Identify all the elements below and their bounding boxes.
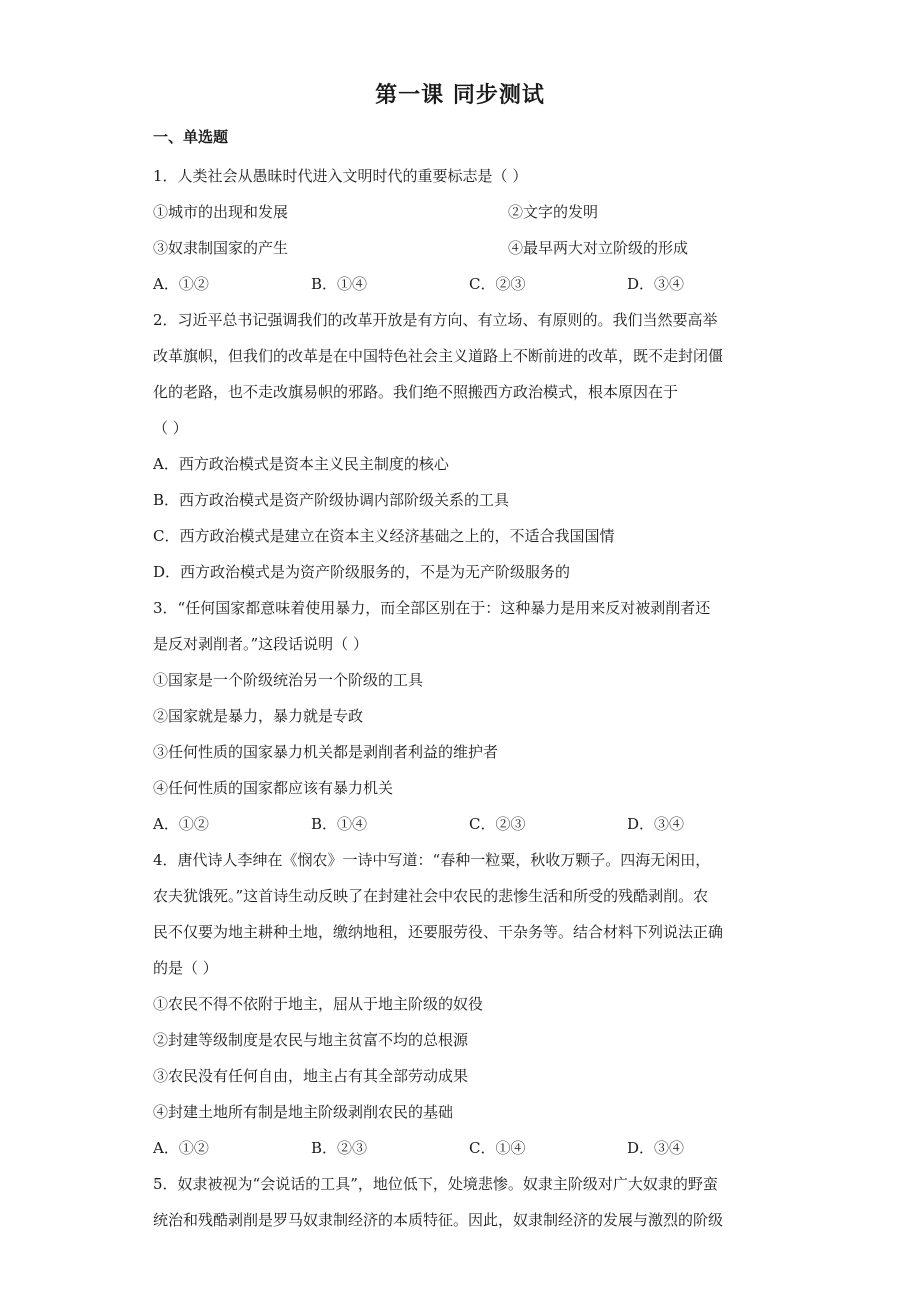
- option-a: A．西方政治模式是资本主义民主制度的核心: [153, 455, 449, 473]
- statement: ④最早两大对立阶级的形成: [508, 239, 689, 257]
- option-a: A．①②: [153, 1139, 209, 1157]
- option-d: D．西方政治模式是为资产阶级服务的，不是为无产阶级服务的: [153, 563, 571, 581]
- option-c: C．②③: [469, 275, 526, 293]
- statement: ①农民不得不依附于地主，屈从于地主阶级的奴役: [153, 995, 484, 1013]
- question-4-stem-line: 4．唐代诗人李绅在《悯农》一诗中写道：“春种一粒粟，秋收万颗子。四海无闲田，: [153, 851, 711, 869]
- statement: ②封建等级制度是农民与地主贫富不均的总根源: [153, 1031, 469, 1049]
- option-c: C．②③: [469, 815, 526, 833]
- option-a: A．①②: [153, 815, 209, 833]
- question-4-stem-line: 的是（ ）: [153, 959, 218, 977]
- statement: ②国家就是暴力，暴力就是专政: [153, 707, 364, 725]
- statement: ③农民没有任何自由，地主占有其全部劳动成果: [153, 1067, 469, 1085]
- statement: ②文字的发明: [508, 203, 599, 221]
- question-3-stem-line: 3．“任何国家都意味着使用暴力，而全部区别在于：这种暴力是用来反对被剥削者还: [153, 599, 711, 617]
- page-title: 第一课 同步测试: [375, 83, 545, 108]
- option-c: C．西方政治模式是建立在资本主义经济基础之上的，不适合我国国情: [153, 527, 615, 545]
- statement: ①国家是一个阶级统治另一个阶级的工具: [153, 671, 424, 689]
- section-heading: 一、单选题: [153, 128, 229, 146]
- question-2-stem-line: 化的老路，也不走改旗易帜的邪路。我们绝不照搬西方政治模式，根本原因在于: [153, 383, 679, 401]
- option-b: B．①④: [311, 275, 368, 293]
- question-4-stem-line: 民不仅要为地主耕种土地，缴纳地租，还要服劳役、干杂务等。结合材料下列说法正确: [153, 923, 724, 941]
- option-b: B．②③: [311, 1139, 368, 1157]
- question-2-stem-line: 改革旗帜，但我们的改革是在中国特色社会主义道路上不断前进的改革，既不走封闭僵: [153, 347, 724, 365]
- option-a: A．①②: [153, 275, 209, 293]
- question-1-statements-row-1: [153, 194, 768, 230]
- question-4-options: [153, 1130, 768, 1166]
- question-3-options: [153, 806, 768, 842]
- statement: ④封建土地所有制是地主阶级剥削农民的基础: [153, 1103, 454, 1121]
- question-2-stem-line: 2．习近平总书记强调我们的改革开放是有方向、有立场、有原则的。我们当然要高举: [153, 311, 718, 329]
- question-5-stem-line: 5．奴隶被视为“会说话的工具”，地位低下，处境悲惨。奴隶主阶级对广大奴隶的野蛮: [153, 1175, 718, 1193]
- question-1-stem: 1．人类社会从愚昧时代进入文明时代的重要标志是（ ）: [153, 167, 528, 185]
- statement: ④任何性质的国家都应该有暴力机关: [153, 779, 394, 797]
- option-b: B．西方政治模式是资产阶级协调内部阶级关系的工具: [153, 491, 510, 509]
- question-3-stem-line: 是反对剥削者。”这段话说明（ ）: [153, 635, 368, 653]
- question-2-answer-blank: （ ）: [153, 419, 188, 437]
- statement: ③任何性质的国家暴力机关都是剥削者利益的维护者: [153, 743, 499, 761]
- option-d: D．③④: [627, 1139, 685, 1157]
- option-b: B．①④: [311, 815, 368, 833]
- option-c: C．①④: [469, 1139, 526, 1157]
- statement: ①城市的出现和发展: [153, 203, 289, 221]
- question-1-options: [153, 266, 768, 302]
- question-5-stem-line: 统治和残酷剥削是罗马奴隶制经济的本质特征。因此，奴隶制经济的发展与激烈的阶级: [153, 1211, 724, 1229]
- option-d: D．③④: [627, 815, 685, 833]
- option-d: D．③④: [627, 275, 685, 293]
- question-4-stem-line: 农夫犹饿死。”这首诗生动反映了在封建社会中农民的悲惨生活和所受的残酷剥削。农: [153, 887, 709, 905]
- question-1-statements-row-2: [153, 230, 768, 266]
- question-list: [153, 158, 768, 1238]
- statement: ③奴隶制国家的产生: [153, 239, 289, 257]
